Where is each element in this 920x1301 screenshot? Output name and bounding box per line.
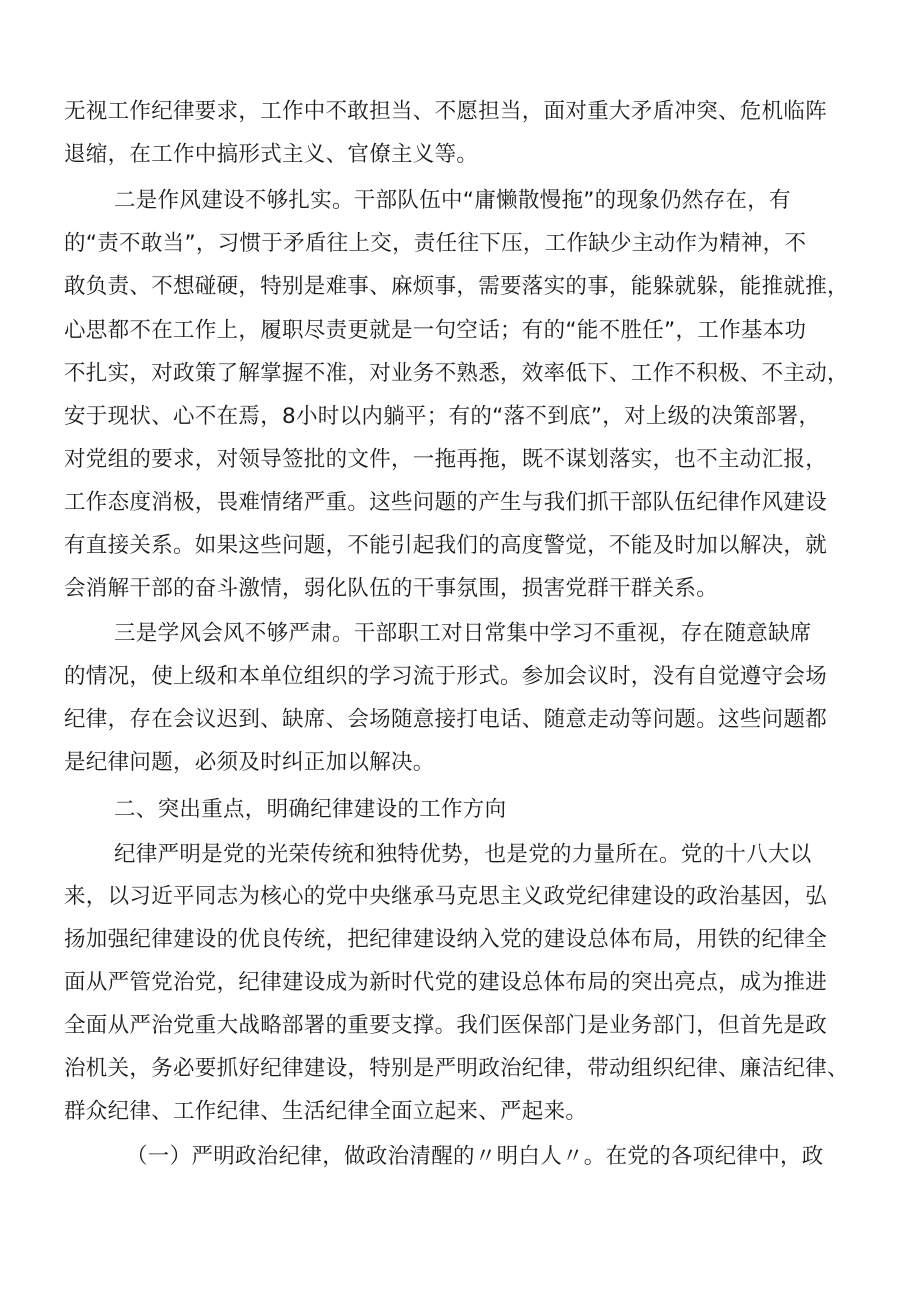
text-line: 来，以习近平同志为核心的党中央继承马克思主义政党纪律建设的政治基因，弘 [64, 884, 828, 909]
paragraph-start-line: 纪律严明是党的光荣传统和独特优势，也是党的力量所在。党的十八大以 [114, 842, 812, 867]
text-line: 有直接关系。如果这些问题，不能引起我们的高度警觉，不能及时加以解决，就 [64, 533, 828, 558]
text-line: 工作态度消极，畏难情绪严重。这些问题的产生与我们抓干部队伍纪律作风建设 [64, 490, 828, 515]
text-line: 是纪律问题，必须及时纠正加以解决。 [64, 750, 435, 775]
text-line: 治机关，务必要抓好纪律建设，特别是严明政治纪律，带动组织纪律、廉洁纪律、 [64, 1056, 849, 1081]
paragraph-start-line: 三是学风会风不够严肃。干部职工对日常集中学习不重视，存在随意缺席 [114, 621, 812, 646]
text-line: 安于现状、心不在焉，8小时以内躺平；有的“落不到底”，对上级的决策部署， [64, 404, 821, 429]
text-line: 对党组的要求，对领导签批的文件，一拖再拖，既不谋划落实，也不主动汇报， [64, 447, 828, 472]
text-line: 扬加强纪律建设的优良传统，把纪律建设纳入党的建设总体布局，用铁的纪律全 [64, 927, 828, 952]
text-line: 心思都不在工作上，履职尽责更就是一句空话；有的“能不胜任”，工作基本功 [64, 318, 807, 343]
text-line: 全面从严治党重大战略部署的重要支撑。我们医保部门是业务部门，但首先是政 [64, 1013, 828, 1038]
section-heading: 二、突出重点，明确纪律建设的工作方向 [114, 797, 507, 822]
text-line: 的情况，使上级和本单位组织的学习流于形式。参加会议时，没有自觉遵守会场 [64, 664, 828, 689]
paragraph-start-line: 二是作风建设不够扎实。干部队伍中“庸懒散慢拖”的现象仍然存在，有 [114, 188, 791, 213]
text-line: 纪律，存在会议迟到、缺席、会场随意接打电话、随意走动等问题。这些问题都 [64, 707, 828, 732]
text-line: 退缩，在工作中搞形式主义、官僚主义等。 [64, 142, 479, 167]
subsection-heading-line: （一）严明政治纪律，做政治清醒的〃明白人〃。在党的各项纪律中，政 [126, 1144, 824, 1169]
text-line: 群众纪律、工作纪律、生活纪律全面立起来、严起来。 [64, 1099, 588, 1124]
text-line: 无视工作纪律要求，工作中不敢担当、不愿担当，面对重大矛盾冲突、危机临阵 [64, 99, 828, 124]
text-line: 的“责不敢当”，习惯于矛盾往上交，责任往下压，工作缺少主动作为精神，不 [64, 231, 807, 256]
text-line: 面从严管党治党，纪律建设成为新时代党的建设总体布局的突出亮点，成为推进 [64, 970, 828, 995]
text-line: 会消解干部的奋斗激情，弱化队伍的干事氛围，损害党群干群关系。 [64, 576, 719, 601]
text-line: 不扎实，对政策了解掌握不准，对业务不熟悉，效率低下、工作不积极、不主动， [64, 361, 849, 386]
text-line: 敢负责、不想碰硬，特别是难事、麻烦事，需要落实的事，能躲就躲，能推就推， [64, 274, 849, 299]
